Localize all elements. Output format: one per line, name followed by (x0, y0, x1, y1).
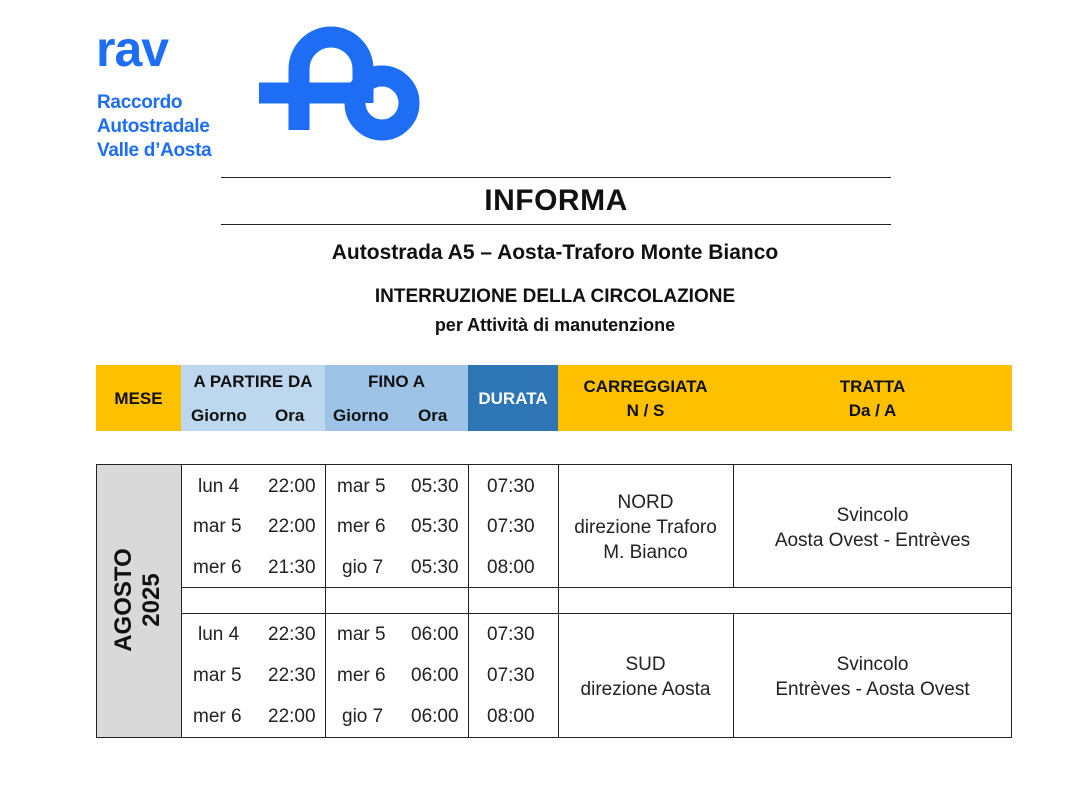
from-time: 22:00 (268, 476, 316, 497)
table-border-top (96, 464, 1012, 465)
group-divider (181, 587, 1012, 588)
carriageway-destination: M. Bianco (603, 542, 688, 563)
from-time: 22:30 (268, 624, 316, 645)
section-cell (733, 503, 1012, 553)
month-name: AGOSTO (110, 548, 137, 652)
header-tratta-label: TRATTA (839, 377, 906, 396)
to-time: 06:00 (411, 624, 459, 645)
page-title: INFORMA (484, 184, 628, 217)
from-time: 22:30 (268, 665, 316, 686)
table-border-bottom (96, 737, 1012, 738)
header-fino-a-label: FINO A (368, 372, 425, 391)
group-divider (181, 613, 1012, 614)
header-from-giorno: Giorno (191, 406, 247, 425)
logo-company-name (97, 91, 211, 163)
header-a-partire-da (181, 365, 325, 431)
to-day: mer 6 (337, 665, 386, 686)
header-mese (96, 365, 181, 431)
header-tratta (733, 365, 1012, 431)
header-durata-label: DURATA (478, 389, 548, 408)
to-day: mer 6 (337, 516, 386, 537)
carriageway-destination: direzione Aosta (580, 679, 711, 700)
section-label: Svincolo (836, 654, 909, 675)
from-time: 22:00 (268, 706, 316, 727)
col-divider (468, 464, 469, 738)
from-day: mer 6 (193, 706, 242, 727)
section-label: Svincolo (836, 505, 909, 526)
duration: 07:30 (487, 665, 535, 686)
section-route: Aosta Ovest - Entrèves (774, 530, 971, 551)
from-day: lun 4 (198, 476, 240, 497)
heading-rule-top (221, 177, 891, 178)
carriageway-direction: NORD (617, 492, 674, 513)
from-day: mar 5 (193, 665, 242, 686)
month-label (110, 548, 166, 652)
header-fino-a (325, 365, 468, 431)
carriageway-cell (558, 652, 733, 702)
to-time: 05:30 (411, 557, 459, 578)
from-time: 21:30 (268, 557, 316, 578)
logo-line-2: Autostradale (97, 116, 210, 137)
table-border-left (96, 464, 97, 738)
notice-subtitle: per Attività di manutenzione (434, 315, 676, 335)
duration: 07:30 (487, 624, 535, 645)
header-to-ora: Ora (418, 406, 448, 425)
to-day: mar 5 (337, 624, 386, 645)
header-mese-label: MESE (114, 389, 163, 408)
from-day: lun 4 (198, 624, 240, 645)
col-divider (181, 464, 182, 738)
header-carreggiata (558, 365, 733, 431)
from-day: mar 5 (193, 516, 242, 537)
header-tratta-sub: Da / A (848, 401, 897, 420)
header-durata (468, 365, 558, 431)
header-a-partire-da-label: A PARTIRE DA (193, 372, 313, 391)
logo-line-1: Raccordo (97, 92, 183, 113)
notice-title: INTERRUZIONE DELLA CIRCOLAZIONE (374, 286, 736, 307)
col-divider (325, 464, 326, 738)
from-time: 22:00 (268, 516, 316, 537)
section-cell (733, 652, 1012, 702)
logo-wordmark: rav (96, 21, 169, 77)
duration: 07:30 (487, 516, 535, 537)
to-time: 06:00 (411, 665, 459, 686)
to-time: 06:00 (411, 706, 459, 727)
duration: 08:00 (487, 557, 535, 578)
logo-line-3: Valle d’Aosta (97, 140, 212, 161)
to-day: mar 5 (337, 476, 386, 497)
carriageway-direction: SUD (625, 654, 666, 675)
header-carreggiata-label: CARREGGIATA (583, 377, 708, 396)
carriageway-destination: direzione Traforo (574, 517, 717, 538)
header-to-giorno: Giorno (333, 406, 389, 425)
month-year: 2025 (138, 573, 165, 627)
road-subtitle: Autostrada A5 – Aosta-Traforo Monte Bianco (331, 241, 779, 264)
heading-rule-bottom (221, 224, 891, 225)
to-day: gio 7 (342, 706, 384, 727)
to-time: 05:30 (411, 476, 459, 497)
duration: 08:00 (487, 706, 535, 727)
carriageway-cell (558, 490, 733, 565)
duration: 07:30 (487, 476, 535, 497)
logo-symbol-icon (256, 16, 426, 146)
header-from-ora: Ora (275, 406, 305, 425)
to-day: gio 7 (342, 557, 384, 578)
from-day: mer 6 (193, 557, 242, 578)
header-carreggiata-sub: N / S (626, 401, 665, 420)
section-route: Entrèves - Aosta Ovest (775, 679, 970, 700)
to-time: 05:30 (411, 516, 459, 537)
